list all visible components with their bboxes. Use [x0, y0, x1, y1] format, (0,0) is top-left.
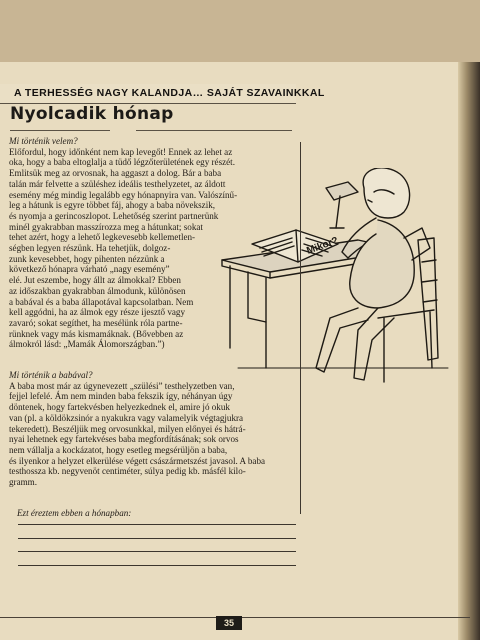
- body-line: ségben legyen részünk. Ha tehetjük, dolgoz-: [9, 243, 171, 254]
- page-number: 35: [216, 616, 242, 630]
- body-line: tekeredett). Beszéljük meg orvosunkkal, milyen előnyei és hátrá-: [9, 423, 246, 434]
- body-line: esemény még mindig legalább egy hónapnyira van. Valószínű-: [9, 189, 238, 200]
- title-rule-left: [10, 130, 110, 131]
- body-line: minél gyakrabban masszírozza meg a hátunkat; sokat: [9, 221, 203, 232]
- body-line: Előfordul, hogy időnként nem kap levegőt! Ennek az lehet az: [9, 146, 233, 157]
- body-line: A baba most már az úgynevezett „szülési” testhelyzetben van,: [9, 380, 235, 391]
- body-line: következő hónapra várható „nagy esemény”: [9, 264, 170, 275]
- body-line: és ilyenkor a helyzet elkerülése végett császármetszést javasol. A baba: [9, 455, 266, 466]
- body-line: oka, hogy a baba eltoglalja a tüdő légzőterületének egy részét.: [9, 157, 235, 168]
- body-line: testhossza kb. negyvenöt centiméter, súlya pedig kb. másfél kilo-: [9, 466, 246, 477]
- body-line: fejjel lefelé. Ám nem minden baba fekszik így, néhányan úgy: [9, 391, 233, 402]
- body-line: gramm.: [9, 477, 38, 488]
- section-mi-tortenik-velem: [9, 136, 237, 350]
- body-line: zunk kevesebbet, hogy pihenten nézzünk a: [9, 253, 165, 264]
- lamp-icon: [326, 182, 358, 228]
- journal-write-lines: [18, 524, 296, 578]
- title-rule-right: [136, 130, 292, 131]
- body-line: leg a hátunk is egyre többet fáj, ahogy a baba növekszik,: [9, 200, 216, 211]
- pregnant-woman-reading-illustration: [208, 168, 458, 398]
- body-line: döntenek, hogy fartekvésben helyezkednek el, amire jó okuk: [9, 402, 230, 413]
- body-line: elé. Jut eszembe, hogy állt az álmokkal? Ebben: [9, 275, 181, 286]
- book-spine: [458, 62, 480, 640]
- body-line: nem vállalja a kockázatot, hogy esetleg megsérüljön a baba,: [9, 444, 228, 455]
- section-mi-tortenik-a-babaval: [9, 370, 265, 488]
- body-line: van (pl. a köldökzsinór a nyakukra vagy valamelyik végtagjukra: [9, 412, 244, 423]
- body-line: és nyomja a gerincoszlopot. Lehetőség szerint partnerünk: [9, 210, 219, 221]
- running-head: A TERHESSÉG NAGY KALANDJA… SAJÁT SZAVAINKKAL: [14, 87, 325, 99]
- write-line: [18, 538, 296, 539]
- vertical-divider: [300, 142, 301, 514]
- write-line: [18, 524, 296, 525]
- body-line: kell aggódni, ha az álmok egy része ijesztő vagy: [9, 307, 186, 318]
- section-question: Mi történik velem?: [9, 136, 78, 146]
- chapter-title: Nyolcadik hónap: [10, 104, 174, 124]
- body-line: tehet azért, hogy a lehető legkevesebb kellemetlen-: [9, 232, 196, 243]
- write-line: [18, 551, 296, 552]
- journal-prompt: Ezt éreztem ebben a hónapban:: [17, 508, 132, 518]
- body-line: álmokról lásd: „Mamák Álomországban.”): [9, 339, 165, 350]
- body-line: az időszakban gyakrabban álmodunk, különösen: [9, 285, 186, 296]
- body-line: nyai lehetnek egy fartekvéses baba megfordításának; sok orvos: [9, 434, 239, 445]
- body-line: Emlitsük meg az orvosnak, ha aggaszt a dolog. Bár a baba: [9, 168, 222, 179]
- body-line: a babával és a baba állapotával kapcsolatban. Nem: [9, 296, 194, 307]
- section-question: Mi történik a babával?: [9, 370, 93, 380]
- body-line: zavaró; sokat segíthet, ha mesélünk róla partne-: [9, 317, 183, 328]
- book-cover-text: Mikor?: [305, 235, 340, 257]
- body-line: talán már felvette a szüléshez ideális testhelyzetet, az áldott: [9, 178, 226, 189]
- write-line: [18, 565, 296, 566]
- body-line: rünknek vagy más kismamáknak. (Bővebben az: [9, 328, 184, 339]
